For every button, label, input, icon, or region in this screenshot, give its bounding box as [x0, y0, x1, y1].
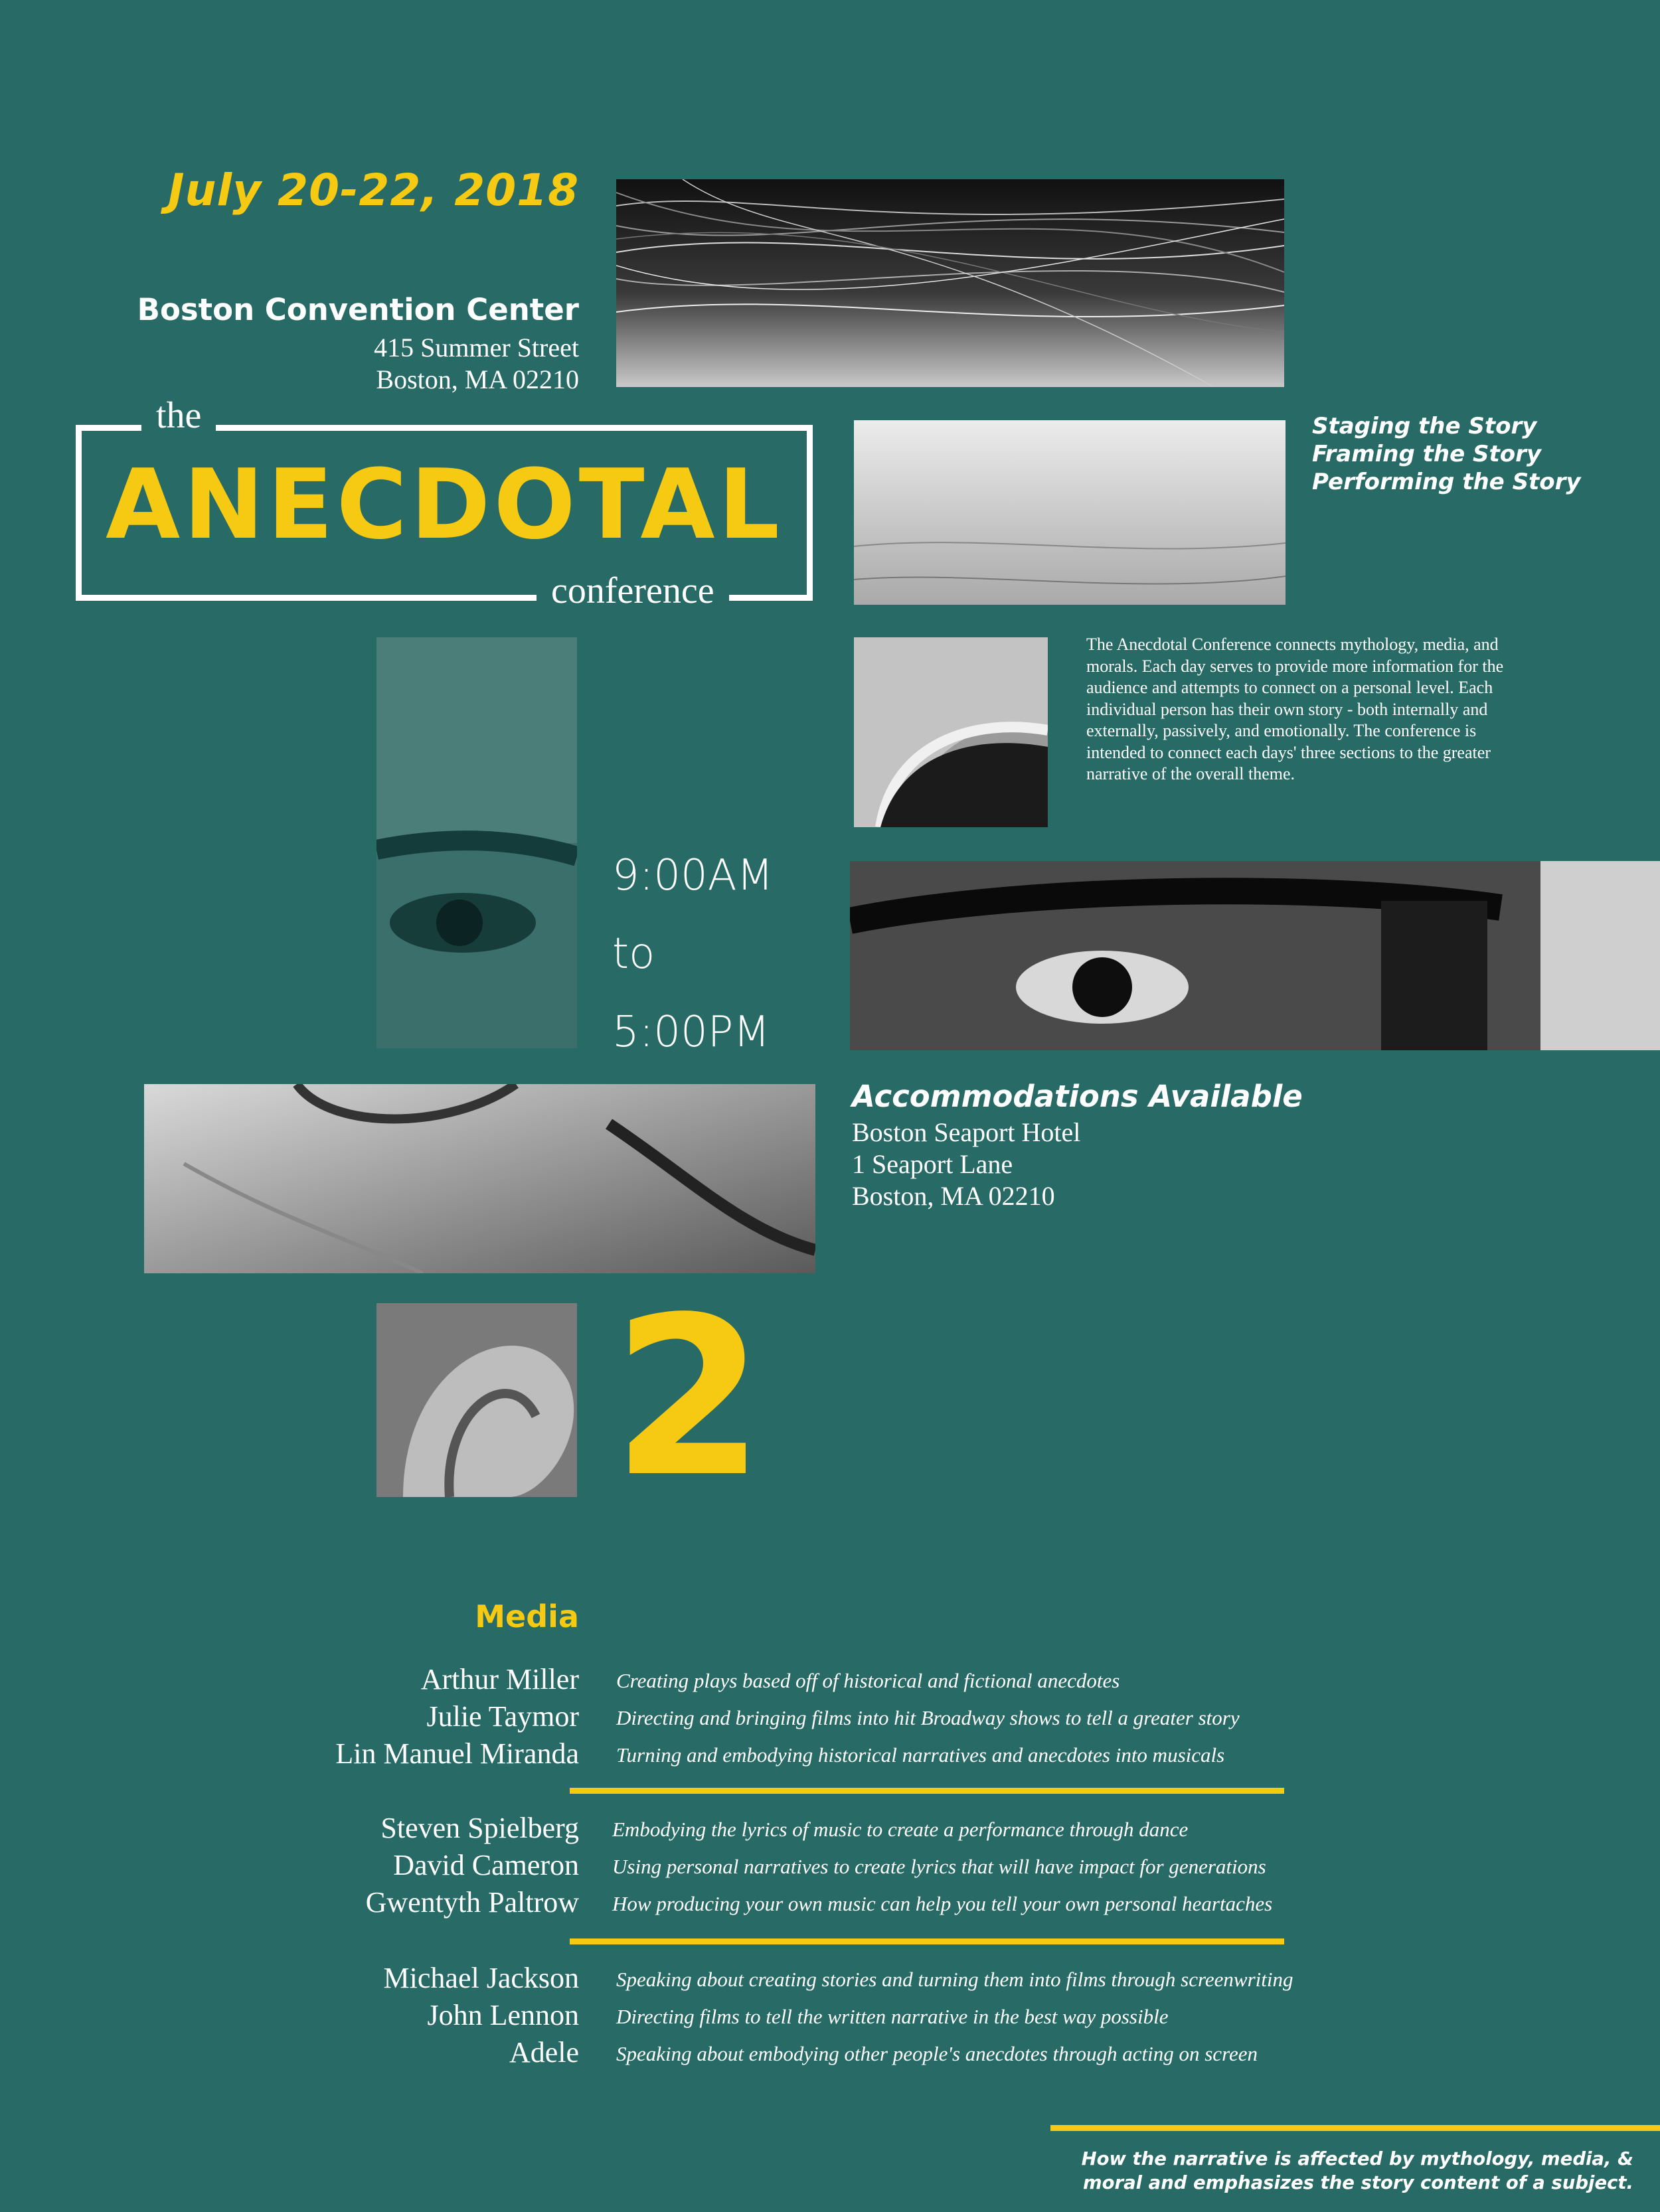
speaker-name: Julie Taymor [426, 1700, 579, 1733]
venue-address-line-2: Boston, MA 02210 [376, 364, 579, 394]
logo-conference: conference [537, 570, 729, 612]
hotel-name: Boston Seaport Hotel [852, 1117, 1081, 1147]
day-number: 2 [612, 1270, 765, 1525]
topic-staging: Staging the Story [1312, 413, 1537, 439]
topic-framing: Framing the Story [1312, 441, 1542, 467]
glasses-eye-photo [850, 861, 1660, 1050]
talk-description: Speaking about embodying other people's anecdotes through acting on screen [616, 2042, 1258, 2065]
group-divider [570, 1938, 1284, 1944]
hotel-address-line-1: 1 Seaport Lane [852, 1149, 1013, 1179]
eyeglass-corner-photo [854, 637, 1048, 827]
footer-line-1: How the narrative is affected by mythology, media, & [1081, 2148, 1633, 2170]
speaker-name: Gwentyth Paltrow [365, 1886, 579, 1919]
cheek-photo [144, 1084, 815, 1273]
talk-description: How producing your own music can help you tell your own personal heartaches [612, 1892, 1273, 1915]
hotel-address-line-2: Boston, MA 02210 [852, 1181, 1055, 1211]
forehead-photo [854, 420, 1286, 605]
talk-description: Creating plays based off of historical and fictional anecdotes [616, 1669, 1120, 1692]
group-divider [570, 1788, 1284, 1794]
hair-photo [616, 179, 1284, 387]
speaker-name: Steven Spielberg [380, 1812, 579, 1844]
speaker-name: Michael Jackson [383, 1962, 579, 1994]
eye-teal-photo [376, 637, 577, 1048]
media-heading: Media [475, 1599, 579, 1634]
speaker-name: Adele [509, 2036, 579, 2069]
venue-address-line-1: 415 Summer Street [374, 333, 579, 362]
time-end: 5:00PM [612, 1008, 770, 1057]
topic-performing: Performing the Story [1312, 469, 1581, 495]
talk-description: Turning and embodying historical narratives and anecdotes into musicals [616, 1743, 1225, 1767]
footer-line-2: moral and emphasizes the story content of a subject. [1082, 2172, 1633, 2193]
talk-description: Directing films to tell the written narrative in the best way possible [616, 2005, 1169, 2028]
conference-description: The Anecdotal Conference connects mythology, media, and morals. Each day serves to provide more information for the audience and attempts to connect on a personal level. Each individual person has their own story - both internally and externally, passively, and emotionally. The conference is intended to connect each days' three sections to the greater narrative of the overall theme. [1086, 635, 1504, 783]
logo-title: ANECDOTAL [106, 449, 783, 561]
speaker-name: Lin Manuel Miranda [335, 1737, 579, 1770]
footer-rule [1050, 2125, 1660, 2131]
speaker-name: David Cameron [393, 1849, 579, 1881]
time-start: 9:00AM [612, 851, 774, 900]
ear-photo [376, 1303, 577, 1497]
venue-name: Boston Convention Center [137, 292, 579, 327]
accommodations-title: Accommodations Available [852, 1079, 1303, 1114]
event-date: July 20-22, 2018 [168, 165, 579, 216]
talk-description: Directing and bringing films into hit Broadway shows to tell a greater story [616, 1706, 1240, 1729]
logo-the: the [141, 394, 216, 437]
speaker-name: John Lennon [427, 1999, 579, 2031]
talk-description: Speaking about creating stories and turning them into films through screenwriting [616, 1968, 1293, 1991]
speaker-name: Arthur Miller [420, 1663, 579, 1696]
time-to: to [612, 929, 655, 979]
talk-description: Embodying the lyrics of music to create a performance through dance [612, 1818, 1189, 1841]
talk-description: Using personal narratives to create lyrics that will have impact for generations [612, 1855, 1266, 1878]
